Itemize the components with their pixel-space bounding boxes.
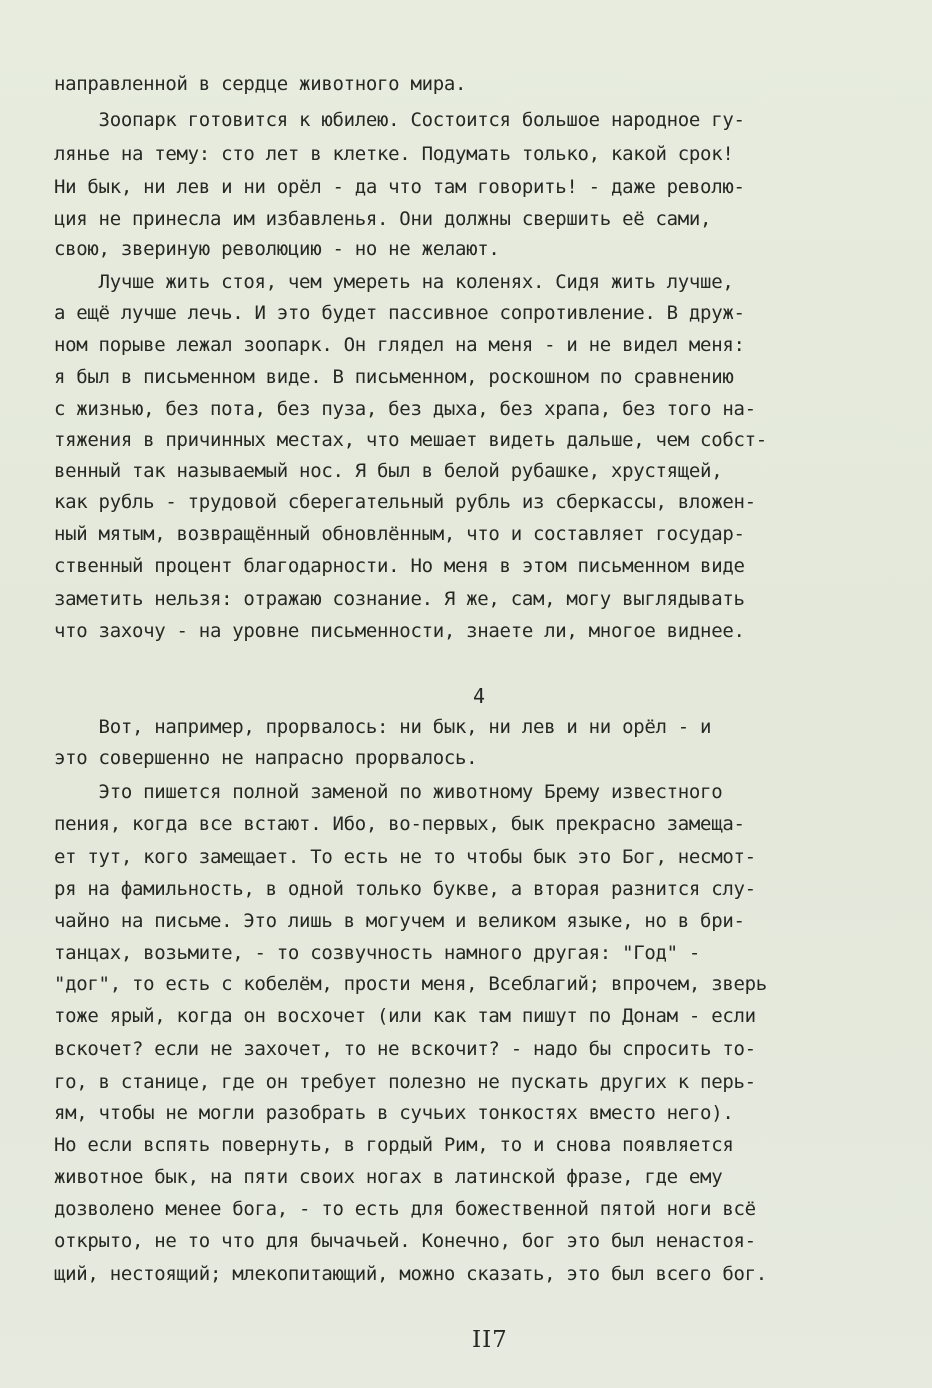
text-line: с жизнью, без пота, без пуза, без дыха, без храпа, без того на- — [54, 398, 756, 420]
text-line: Но если вспять повернуть, в гордый Рим, то и снова появляется — [54, 1134, 734, 1156]
text-line: как рубль - трудовой сберегательный рубль из сберкассы, вложен- — [54, 491, 756, 513]
text-line: пения, когда все встают. Ибо, во-первых, бык прекрасно замеща- — [54, 813, 745, 835]
page-number: II7 — [472, 1327, 508, 1353]
text-line: Лучше жить стоя, чем умереть на коленях. Сидя жить лучше, — [54, 271, 734, 293]
text-line: животное бык, на пяти своих ногах в латинской фразе, где ему — [54, 1166, 723, 1188]
text-line: щий, нестоящий; млекопитающий, можно сказать, это был всего бог. — [54, 1263, 767, 1285]
text-line: ям, чтобы не могли разобрать в сучьих тонкостях вместо него). — [54, 1102, 734, 1124]
text-line: тоже ярый, когда он восхочет (или как там пишут по Донам - если — [54, 1005, 756, 1027]
text-line: ря на фамильность, в одной только букве, а вторая разнится слу- — [54, 878, 756, 900]
text-line: го, в станице, где он требует полезно не пускать других к перь- — [54, 1071, 756, 1093]
text-line: ном порыве лежал зоопарк. Он глядел на меня - и не видел меня: — [54, 334, 745, 356]
text-line: это совершенно не напрасно прорвалось. — [54, 747, 478, 769]
text-line: "дог", то есть с кобелём, прости меня, Всеблагий; впрочем, зверь — [54, 973, 767, 995]
text-line: ный мятым, возвращённый обновлённым, что и составляет государ- — [54, 523, 745, 545]
section-number: 4 — [473, 684, 486, 708]
text-line: Ни бык, ни лев и ни орёл - да что там говорить! - даже револю- — [54, 176, 745, 198]
text-line: Это пишется полной заменой по животному Брему известного — [54, 781, 723, 803]
text-line: что захочу - на уровне письменности, знаете ли, многое виднее. — [54, 620, 745, 642]
text-line: ет тут, кого замещает. То есть не то чтобы бык это Бог, несмот- — [54, 846, 756, 868]
text-line: дозволено менее бога, - то есть для божественной пятой ноги всё — [54, 1198, 756, 1220]
text-line: Зоопарк готовится к юбилею. Состоится большое народное гу- — [54, 109, 745, 131]
text-line: вскочет? если не захочет, то не вскочит? - надо бы спросить то- — [54, 1038, 756, 1060]
text-line: открыто, не то что для бычачьей. Конечно, бог это был ненастоя- — [54, 1230, 756, 1252]
text-line: лянье на тему: сто лет в клетке. Подумать только, какой срок! — [54, 143, 734, 165]
text-line: Вот, например, прорвалось: ни бык, ни лев и ни орёл - и — [54, 716, 712, 738]
text-line: венный так называемый нос. Я был в белой рубашке, хрустящей, — [54, 460, 723, 482]
text-line: а ещё лучше лечь. И это будет пассивное сопротивление. В друж- — [54, 302, 745, 324]
text-line: танцах, возьмите, - то созвучность намного другая: "Год" - — [54, 942, 701, 964]
text-line: ция не принесла им избавленья. Они должны свершить её сами, — [54, 208, 712, 230]
text-line: свою, звериную революцию - но не желают. — [54, 238, 500, 260]
text-line: я был в письменном виде. В письменном, роскошном по сравнению — [54, 366, 734, 388]
text-line: заметить нельзя: отражаю сознание. Я же, сам, могу выглядывать — [54, 588, 745, 610]
text-line: ственный процент благодарности. Но меня в этом письменном виде — [54, 555, 745, 577]
text-line: направленной в сердце животного мира. — [54, 73, 467, 95]
text-line: чайно на письме. Это лишь в могучем и великом языке, но в бри- — [54, 910, 745, 932]
text-line: тяжения в причинных местах, что мешает видеть дальше, чем собст- — [54, 429, 767, 451]
